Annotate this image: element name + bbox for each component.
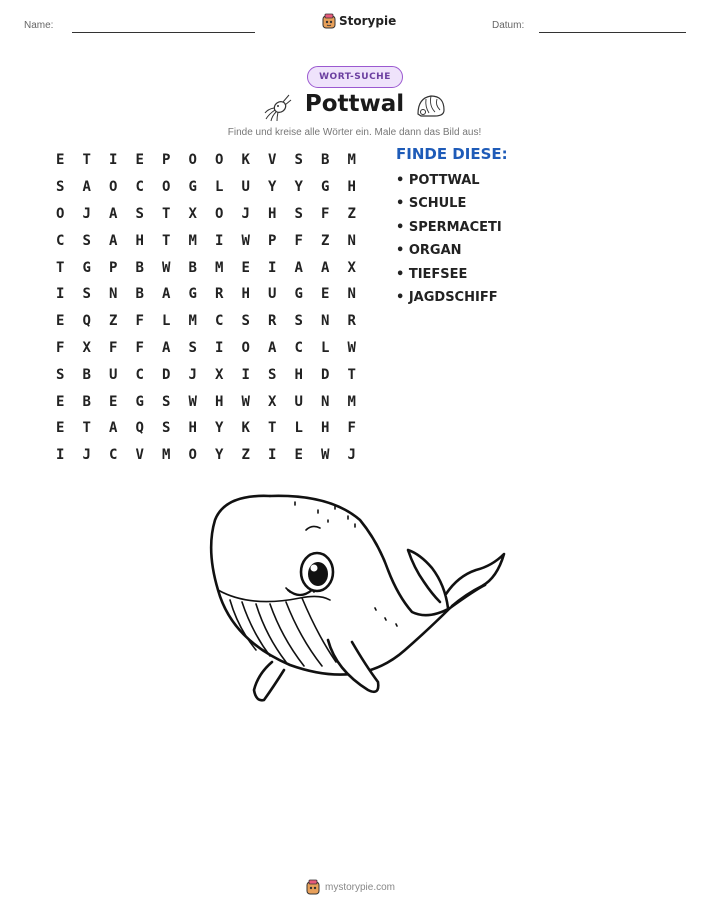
name-label: Name: [24,20,54,31]
grid-cell: B [135,259,144,276]
grid-cell: W [162,259,171,276]
grid-cell: H [321,420,330,437]
grid-row [47,388,365,415]
whale-illustration [200,490,510,712]
grid-cell: U [241,179,250,196]
grid-cell: L [321,339,330,356]
grid-row [47,227,365,254]
grid-cell: M [162,447,171,464]
grid-cell: K [241,420,250,437]
grid-cell: M [188,232,197,249]
grid-cell: X [347,259,356,276]
grid-cell: P [162,152,171,169]
grid-cell: D [321,366,330,383]
grid-cell: R [215,286,224,303]
grid-cell: G [188,286,197,303]
grid-cell: L [215,179,224,196]
grid-row [47,335,365,362]
grid-cell: S [56,179,65,196]
grid-cell: O [215,205,224,222]
grid-cell: T [82,152,91,169]
grid-cell: X [268,393,277,410]
grid-cell: O [188,447,197,464]
grid-row [47,254,365,281]
grid-cell: H [241,286,250,303]
grid-cell: Z [241,447,250,464]
grid-cell: T [82,420,91,437]
grid-cell: L [162,313,171,330]
grid-cell: C [56,232,65,249]
grid-cell: R [347,313,356,330]
grid-row [47,201,365,228]
grid-cell: B [188,259,197,276]
grid-cell: N [321,393,330,410]
grid-cell: E [321,286,330,303]
grid-row [47,308,365,335]
grid-cell: V [135,447,144,464]
grid-cell: G [135,393,144,410]
grid-cell: I [109,152,118,169]
grid-cell: E [56,152,65,169]
grid-cell: H [268,205,277,222]
grid-cell: I [56,286,65,303]
grid-cell: J [241,205,250,222]
grid-cell: Q [82,313,91,330]
grid-cell: W [241,393,250,410]
grid-cell: P [268,232,277,249]
grid-cell: F [135,313,144,330]
grid-cell: F [347,420,356,437]
grid-cell: E [109,393,118,410]
grid-cell: P [109,259,118,276]
grid-cell: A [321,259,330,276]
grid-cell: E [56,393,65,410]
word-list [396,172,502,312]
grid-cell: I [215,232,224,249]
word-search-grid [47,147,365,469]
grid-cell: U [268,286,277,303]
grid-cell: J [82,447,91,464]
grid-cell: A [294,259,303,276]
grid-cell: R [268,313,277,330]
grid-cell: E [241,259,250,276]
grid-cell: F [109,339,118,356]
word-item: • SPERMACETI [396,219,502,235]
grid-cell: Y [268,179,277,196]
grid-cell: C [135,179,144,196]
word-item: • POTTWAL [396,173,480,188]
grid-cell: O [188,152,197,169]
grid-cell: W [241,232,250,249]
grid-cell: B [321,152,330,169]
grid-row [47,174,365,201]
footer-brand [306,879,395,895]
grid-row [47,147,365,174]
grid-cell: C [294,339,303,356]
grid-cell: A [109,205,118,222]
grid-cell: F [56,339,65,356]
grid-cell: I [215,339,224,356]
grid-cell: C [135,366,144,383]
name-line [72,32,255,33]
brand-name: Storypie [339,14,397,28]
grid-cell: J [188,366,197,383]
grid-cell: M [347,393,356,410]
word-search-badge: WORT-SUCHE [307,66,403,88]
grid-cell: U [109,366,118,383]
storypie-mascot-icon [306,879,320,895]
word-item: • JAGDSCHIFF [396,289,498,305]
grid-cell: Y [294,179,303,196]
grid-cell: A [162,286,171,303]
grid-row [47,281,365,308]
grid-cell: S [162,393,171,410]
grid-cell: S [294,313,303,330]
grid-cell: G [82,259,91,276]
grid-cell: J [82,205,91,222]
grid-cell: O [162,179,171,196]
grid-row [47,361,365,388]
grid-cell: Z [109,313,118,330]
grid-cell: H [294,366,303,383]
grid-cell: C [215,313,224,330]
grid-cell: S [56,366,65,383]
grid-cell: J [347,447,356,464]
grid-cell: H [347,179,356,196]
grid-cell: D [162,366,171,383]
grid-cell: S [188,339,197,356]
grid-cell: F [321,205,330,222]
grid-cell: B [82,366,91,383]
word-item: • TIEFSEE [396,266,468,282]
page-title: Pottwal [304,91,405,117]
grid-cell: G [294,286,303,303]
grid-cell: I [268,447,277,464]
word-item: • ORGAN [396,243,462,259]
grid-cell: G [188,179,197,196]
grid-cell: S [294,205,303,222]
grid-cell: U [294,393,303,410]
grid-cell: A [82,179,91,196]
grid-cell: A [109,420,118,437]
grid-cell: S [268,366,277,383]
grid-cell: O [109,179,118,196]
grid-cell: N [347,286,356,303]
grid-cell: E [56,313,65,330]
grid-cell: Y [215,420,224,437]
find-title: FINDE DIESE: [396,145,508,163]
grid-cell: L [294,420,303,437]
grid-cell: K [241,152,250,169]
grid-cell: V [268,152,277,169]
instructions: Finde und kreise alle Wörter ein. Male dann das Bild aus! [227,127,482,138]
grid-cell: O [56,205,65,222]
grid-cell: W [188,393,197,410]
grid-cell: H [135,232,144,249]
grid-cell: O [215,152,224,169]
grid-cell: C [109,447,118,464]
grid-cell: S [82,286,91,303]
grid-row [47,415,365,442]
grid-cell: S [82,232,91,249]
grid-cell: T [56,259,65,276]
grid-cell: N [109,286,118,303]
brand-logo [322,13,396,29]
grid-cell: Q [135,420,144,437]
date-label: Datum: [492,20,525,31]
grid-cell: M [188,313,197,330]
date-line [539,32,686,33]
grid-cell: T [268,420,277,437]
grid-cell: Z [347,205,356,222]
grid-cell: X [82,339,91,356]
grid-cell: B [82,393,91,410]
grid-cell: W [321,447,330,464]
grid-cell: F [294,232,303,249]
grid-cell: B [135,286,144,303]
grid-cell: E [135,152,144,169]
grid-cell: S [135,205,144,222]
grid-cell: T [347,366,356,383]
grid-cell: I [268,259,277,276]
grid-cell: I [56,447,65,464]
grid-cell: A [268,339,277,356]
grid-cell: E [56,420,65,437]
grid-cell: W [347,339,356,356]
grid-cell: I [241,366,250,383]
word-item: • SCHULE [396,196,467,212]
grid-cell: S [294,152,303,169]
grid-cell: X [188,205,197,222]
grid-cell: S [241,313,250,330]
grid-cell: T [162,205,171,222]
grid-cell: E [294,447,303,464]
grid-cell: X [215,366,224,383]
footer-url: mystorypie.com [325,881,396,893]
grid-row [47,442,365,469]
grid-cell: M [347,152,356,169]
grid-cell: H [215,393,224,410]
grid-cell: T [162,232,171,249]
grid-cell: M [215,259,224,276]
grid-cell: A [162,339,171,356]
grid-cell: F [135,339,144,356]
grid-cell: N [347,232,356,249]
grid-cell: Z [321,232,330,249]
grid-cell: H [188,420,197,437]
grid-cell: Y [215,447,224,464]
storypie-mascot-icon [322,13,336,29]
grid-cell: S [162,420,171,437]
grid-cell: N [321,313,330,330]
grid-cell: A [109,232,118,249]
grid-cell: O [241,339,250,356]
grid-cell: G [321,179,330,196]
shell-icon [415,92,447,120]
